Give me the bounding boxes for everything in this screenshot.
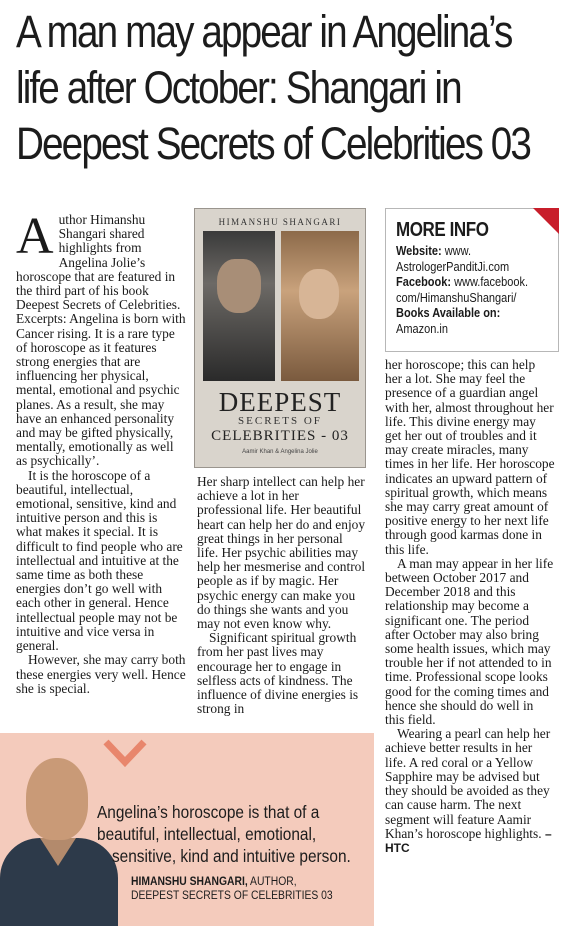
column3-paragraph-2: A man may appear in her life between October 2017 and December 2018 and this relationship may become a significant one. The period after October may also bring some health issues, which may trouble her if not attended to in time. Professional scope looks good for the coming times and hence she should do well in this field. <box>385 555 554 728</box>
corner-accent <box>533 208 559 234</box>
column2-paragraph-1: Her sharp intellect can help her achieve a lot in her professional life. Her beautiful heart can help her do and enjoy great things in her personal life. Her psychic abilities may help her mesmerise and control people as if by magic. Her psychic energy can make you do things she wants and you may not even know why. <box>197 474 366 632</box>
attrib-book: DEEPEST SECRETS OF CELEBRITIES 03 <box>131 890 333 902</box>
quote-attribution <box>131 875 366 903</box>
headline <box>16 4 531 172</box>
quote-line-3: sensitive, kind and intuitive person. <box>111 846 351 866</box>
column3-paragraph-1: her horoscope; this can help her a lot. She may feel the presence of a guardian angel with her, almost throughout her life. This divine energy may get her out of troubles and it may create miracles, many times in her life. Her horoscope indicates an upward pattern of spiritual growth, which means she may carry great amount of positive energy to her next life through good karmas done in this life. <box>385 357 555 557</box>
more-info-title: MORE INFO <box>396 219 489 241</box>
headline-line-2: life after October: Shangari in <box>16 62 461 113</box>
book-title-main: DEEPEST <box>218 387 342 417</box>
more-info-box <box>385 208 559 352</box>
article-column-2 <box>197 475 367 716</box>
website-label: Website: <box>396 244 442 258</box>
headline-line-1: A man may appear in Angelina’s <box>16 6 512 57</box>
headline-line-3: Deepest Secrets of Celebrities 03 <box>16 118 531 169</box>
book-title-celebrities: CELEBRITIES - 03 <box>211 428 349 444</box>
website-value-2[interactable]: AstrologerPanditJi.com <box>396 259 510 274</box>
book-cover-image <box>194 208 366 468</box>
book-photo-man <box>203 231 275 381</box>
article-column-1 <box>16 208 186 696</box>
attrib-role: AUTHOR, <box>250 876 297 888</box>
books-value[interactable]: Amazon.in <box>396 321 448 336</box>
book-photo-woman <box>281 231 359 381</box>
column1-paragraph-2: It is the horoscope of a beautiful, intellectual, emotional, sensitive, kind and intuitive person and this is what makes it special. It is difficult to find people who are intellectual and intuitive at the same time as both these energies don’t go well with each other in general. Hence intellectual people may not be intuitive and vice versa in general. <box>16 467 183 654</box>
facebook-value-2[interactable]: com/HimanshuShangari/ <box>396 290 517 305</box>
book-title-sub: SECRETS OF <box>238 415 322 427</box>
quote-line-2: beautiful, intellectual, emotional, <box>97 824 317 844</box>
book-cover-names: Aamir Khan & Angelina Jolie <box>242 449 318 455</box>
column3-paragraph-3-text: Wearing a pearl can help her achieve better results in her life. A red coral or a Yellow Sapphire may be advised but they should be avoided as they can cause harm. The next segment will feature Aamir Khan’s horoscope highlights. <box>385 726 551 841</box>
column1-paragraph-3: However, she may carry both these energies very well. Hence she is special. <box>16 652 186 696</box>
drop-cap: A <box>16 208 54 265</box>
books-label: Books Available on: <box>396 306 501 320</box>
website-value-1[interactable]: www. <box>444 244 472 258</box>
facebook-value-1[interactable]: www.facebook. <box>454 275 529 289</box>
attrib-name: HIMANSHU SHANGARI, <box>131 876 248 888</box>
column1-paragraph-1: uthor Himanshu Shangari shared highlights from Angelina Jolie’s horoscope that are featured in the third part of his book Deepest Secrets of Celebrities. Excerpts: Angelina is born with Cancer rising. It is a rare type of horoscope as it features strong energies that are influencing her physical, mental, emotional and psychic planes. As a result, she may have an enhanced personality and may be gifted physically, mentally, emotionally as well as psychically’. <box>16 212 186 469</box>
agency-credit: – HTC <box>385 826 552 855</box>
column2-paragraph-2: Significant spiritual growth from her past lives may encourage her to engage in selfless acts of kindness. The influence of divine energies is strong in <box>197 630 359 717</box>
article-column-3 <box>385 358 555 855</box>
column3-paragraph-3 <box>385 727 555 855</box>
facebook-label: Facebook: <box>396 275 452 289</box>
pull-quote-text <box>97 801 362 867</box>
book-author: HIMANSHU SHANGARI <box>218 217 342 227</box>
quote-line-1: Angelina’s horoscope is that of a <box>97 802 320 822</box>
